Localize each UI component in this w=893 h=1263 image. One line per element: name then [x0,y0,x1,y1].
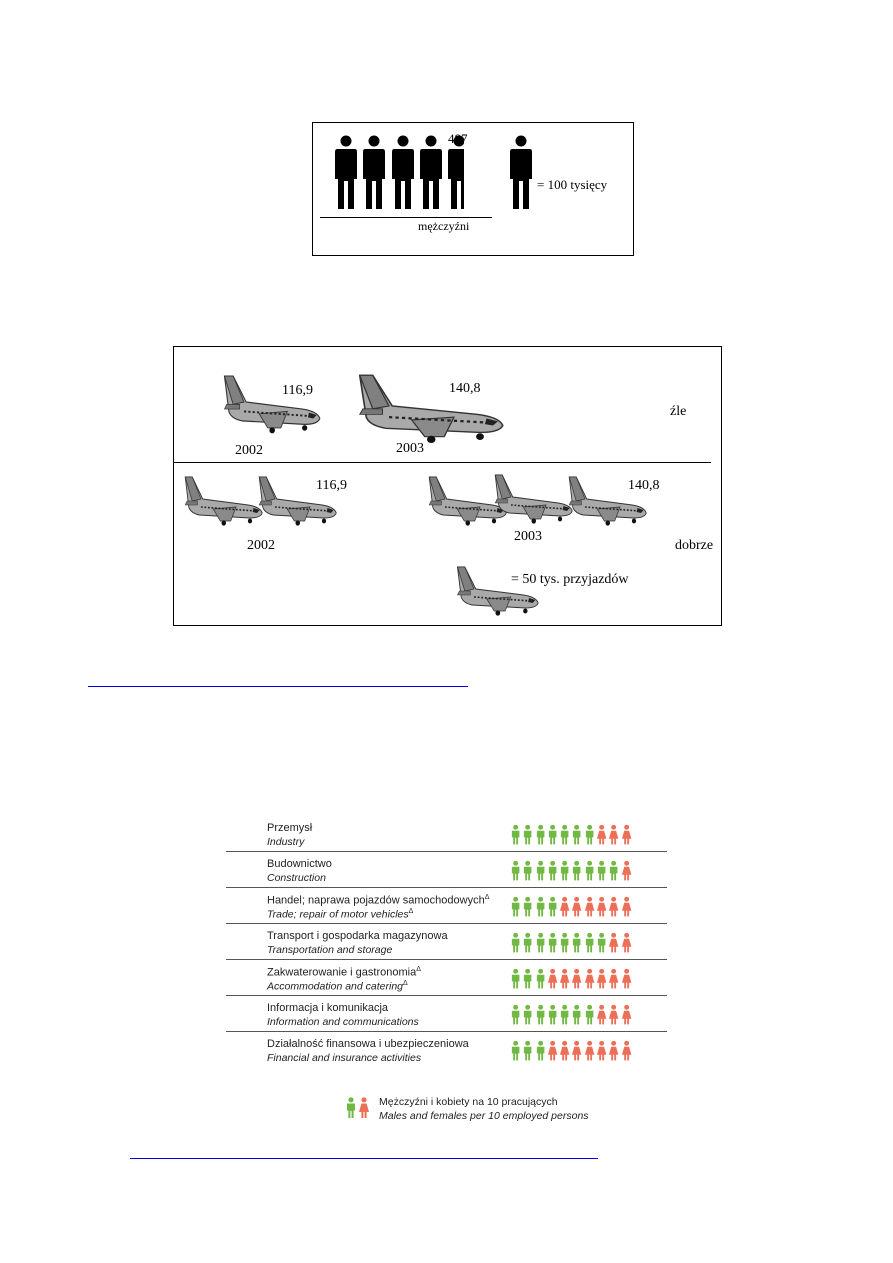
female-icon [559,1040,570,1062]
footnote-mark: Δ [403,980,408,987]
sector-gender-table [226,816,667,1068]
male-icon [571,1004,582,1026]
sector-name-pl: Zakwaterowanie i gastronomia$^\Delta$ [267,966,421,979]
good-year-2003: 2003 [514,529,542,544]
female-icon [559,896,570,918]
male-icon [535,1004,546,1026]
male-icon [510,1004,521,1026]
male-icon [584,932,595,954]
legend-male-female-icon [345,1097,371,1119]
male-icon [535,896,546,918]
male-icon [510,860,521,882]
male-icon [535,860,546,882]
male-icon [547,860,558,882]
male-icon [559,1004,570,1026]
bad-value-2003: 140,8 [449,381,481,396]
male-icon [596,860,607,882]
male-icon [510,896,521,918]
sector-name-en: Financial and insurance activities [267,1052,422,1064]
female-icon [584,968,595,990]
men-axis-label: mężczyźni [418,219,470,233]
table-row [226,1032,667,1068]
gender-icons [510,896,632,918]
men-pictogram-box [312,122,634,256]
plane-icon [218,369,322,435]
male-icon [559,860,570,882]
sector-name-en: Accommodation and catering$^\Delta$ [267,980,408,993]
gender-icons [510,968,632,990]
table-row [226,924,667,960]
male-icon [522,1040,533,1062]
table-row [226,888,667,924]
female-icon [596,896,607,918]
female-icon [608,932,619,954]
female-icon [547,968,558,990]
table-row [226,960,667,996]
men-value-label: 487 [448,131,468,146]
male-icon [522,896,533,918]
sector-name-en: Industry [267,836,305,848]
gender-icons [510,1004,632,1026]
gender-icons [510,824,632,846]
men-baseline [320,217,492,218]
plane-unit-label: = 50 tys. przyjazdów [511,572,629,587]
female-icon [608,1004,619,1026]
sector-name-en: Trade; repair of motor vehicles$^\Delta$ [267,908,414,921]
footnote-mark: Δ [416,966,421,973]
plane-icon [490,469,574,525]
male-icon [535,824,546,846]
male-icon [559,932,570,954]
man-icon [390,135,416,211]
male-icon [510,932,521,954]
sector-name-en: Information and communications [267,1016,419,1028]
male-icon [522,1004,533,1026]
gender-icons [510,1040,632,1062]
footnote-mark: Δ [408,908,414,915]
male-icon [522,968,533,990]
legend-en: Males and females per 10 employed persons [379,1110,589,1122]
sector-name-pl: Budownictwo [267,858,332,870]
legend-pl: Mężczyźni i kobiety na 10 pracujących [379,1096,558,1108]
female-icon [596,1004,607,1026]
female-icon [621,968,632,990]
bad-year-2002: 2002 [235,443,263,458]
female-icon [621,860,632,882]
female-icon [621,824,632,846]
plane-icon [350,367,506,445]
female-icon [547,1040,558,1062]
female-icon [584,896,595,918]
link-underline-1[interactable] [88,686,468,687]
female-icon [571,968,582,990]
male-icon [522,932,533,954]
bad-label: źle [670,404,687,419]
male-icon [547,1004,558,1026]
sector-name-pl: Przemysł [267,822,313,834]
female-icon [596,824,607,846]
female-icon [621,896,632,918]
male-icon [510,824,521,846]
male-icon [571,860,582,882]
bad-year-2003: 2003 [396,441,424,456]
table-row [226,996,667,1032]
male-icon [608,860,619,882]
man-icon [361,135,387,211]
plane-icon [452,561,540,617]
planes-pictogram-box [173,346,722,626]
male-icon [584,1004,595,1026]
female-icon [621,1004,632,1026]
male-icon [547,824,558,846]
man-icon [333,135,359,211]
plane-icon [180,471,264,527]
sector-name-pl: Handel; naprawa pojazdów samochodowych$^\Delta$ [267,894,490,907]
legend-man-icon [508,135,534,211]
table-row [226,816,667,852]
good-year-2002: 2002 [247,538,275,553]
man-icon [418,135,444,211]
male-icon [522,824,533,846]
gender-icons [510,932,632,954]
male-icon [571,824,582,846]
female-icon [559,968,570,990]
female-icon [621,932,632,954]
male-icon [584,824,595,846]
female-icon [621,1040,632,1062]
male-icon [535,1040,546,1062]
male-icon [596,932,607,954]
male-icon [535,932,546,954]
sector-name-pl: Informacja i komunikacja [267,1002,389,1014]
female-icon [608,968,619,990]
footnote-mark: Δ [484,894,490,901]
male-icon [510,1040,521,1062]
sector-name-pl: Działalność finansowa i ubezpieczeniowa [267,1038,469,1050]
male-icon [510,968,521,990]
female-icon [608,824,619,846]
male-icon [522,860,533,882]
sector-name-en: Transportation and storage [267,944,393,956]
gender-icons [510,860,632,882]
male-icon [547,896,558,918]
plane-divider [174,462,711,463]
female-icon [608,896,619,918]
female-icon [596,968,607,990]
female-icon [571,1040,582,1062]
female-icon [571,896,582,918]
good-value-2002: 116,9 [316,478,347,493]
male-icon [571,932,582,954]
sector-name-pl: Transport i gospodarka magazynowa [267,930,448,942]
female-icon [608,1040,619,1062]
good-value-2003: 140,8 [628,478,660,493]
link-underline-2[interactable] [130,1158,598,1159]
female-icon [584,1040,595,1062]
male-icon [559,824,570,846]
male-icon [584,860,595,882]
male-icon [535,968,546,990]
male-icon [547,932,558,954]
female-icon [596,1040,607,1062]
good-label: dobrze [675,538,714,553]
table-row [226,852,667,888]
sector-name-en: Construction [267,872,326,884]
bad-value-2002: 116,9 [282,383,313,398]
men-unit-label: = 100 tysięcy [537,177,608,192]
